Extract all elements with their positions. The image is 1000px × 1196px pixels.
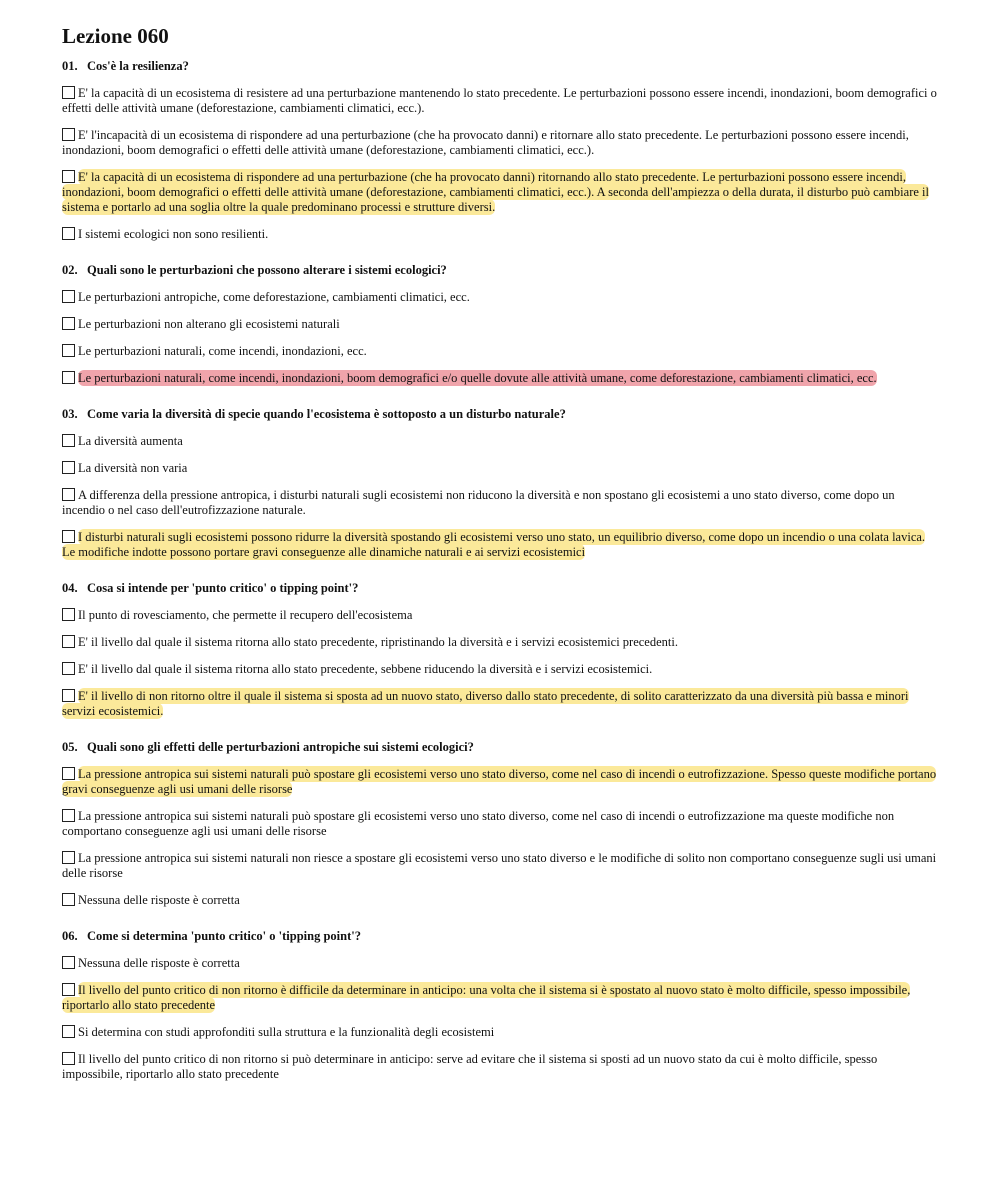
answer-option [62, 488, 938, 518]
answer-text: E' l'incapacità di un ecosistema di rispondere ad una perturbazione (che ha provocato danni) e ritornare allo stato precedente. Le perturbazioni possono essere incendi, inondazioni, boom demografici o effetti delle attività umane (deforestazione, cambiamenti climatici, ecc.). [62, 128, 909, 157]
answer-checkbox[interactable] [62, 488, 75, 501]
answer-text: La pressione antropica sui sistemi naturali può spostare gli ecosistemi verso uno stato diverso, come nel caso di incendi o eutrofizzazione ma queste modifiche non comportano conseguenze agli usi umani delle risorse [62, 809, 895, 838]
answer-checkbox[interactable] [62, 635, 75, 648]
question-title [62, 263, 938, 278]
question-text: Cos'è la resilienza? [87, 59, 189, 73]
answer-option [62, 530, 938, 560]
answer-option [62, 662, 938, 677]
question-number: 05. [62, 740, 78, 754]
answer-text: Nessuna delle risposte è corretta [78, 956, 240, 970]
question-text: Come varia la diversità di specie quando l'ecosistema è sottoposto a un disturbo naturale? [87, 407, 566, 421]
answer-checkbox[interactable] [62, 344, 75, 357]
answer-option [62, 227, 938, 242]
question-title [62, 59, 938, 74]
answer-text: E' il livello dal quale il sistema ritorna allo stato precedente, sebbene riducendo la diversità e i servizi ecosistemici. [78, 662, 653, 676]
question-title [62, 929, 938, 944]
answer-checkbox[interactable] [62, 662, 75, 675]
question-title [62, 581, 938, 596]
page-title: Lezione 060 [62, 24, 169, 48]
answer-option [62, 128, 938, 158]
answer-option [62, 608, 938, 623]
answer-text: Il punto di rovesciamento, che permette il recupero dell'ecosistema [78, 608, 413, 622]
answer-checkbox[interactable] [62, 956, 75, 969]
answer-checkbox[interactable] [62, 170, 75, 183]
answer-text: Le perturbazioni non alterano gli ecosistemi naturali [78, 317, 340, 331]
answer-option [62, 983, 938, 1013]
answer-option [62, 689, 938, 719]
question-number: 03. [62, 407, 78, 421]
answer-option [62, 809, 938, 839]
answer-option [62, 461, 938, 476]
question-text: Quali sono gli effetti delle perturbazioni antropiche sui sistemi ecologici? [87, 740, 474, 754]
answer-text: E' la capacità di un ecosistema di resistere ad una perturbazione mantenendo lo stato precedente. Le perturbazioni possono essere incendi, inondazioni, boom demografici o effetti delle attività umane (deforestazione, cambiamenti climatici, ecc.). [62, 86, 937, 115]
answer-text: Il livello del punto critico di non ritorno si può determinare in anticipo: serve ad evitare che il sistema si sposti ad un nuovo stato da cui è molto difficile, spesso impossibile, riportarlo allo stato precedente [62, 1052, 878, 1081]
answer-option [62, 635, 938, 650]
answer-option [62, 371, 938, 386]
highlighted-answer-text: La pressione antropica sui sistemi naturali può spostare gli ecosistemi verso uno stato diverso, come nel caso di incendi o eutrofizzazione. Spesso queste modifiche portano gravi conseguenze agli usi umani delle risorse [62, 767, 937, 796]
answer-checkbox[interactable] [62, 1052, 75, 1065]
answer-text: Si determina con studi approfonditi sulla struttura e la funzionalità degli ecosistemi [78, 1025, 495, 1039]
highlighted-answer-text: E' il livello di non ritorno oltre il quale il sistema si sposta ad un nuovo stato, diverso dallo stato precedente, di solito caratterizzato da una diversità più bassa e minori servizi ecosistemici. [62, 689, 909, 718]
answer-checkbox[interactable] [62, 434, 75, 447]
answer-option [62, 170, 938, 215]
answer-checkbox[interactable] [62, 983, 75, 996]
answer-text: La diversità aumenta [78, 434, 183, 448]
answer-option [62, 893, 938, 908]
question-list [62, 59, 938, 1082]
question-block [62, 929, 938, 1082]
question-title [62, 740, 938, 755]
question-block [62, 59, 938, 242]
answer-checkbox[interactable] [62, 767, 75, 780]
answer-option [62, 851, 938, 881]
answer-option [62, 86, 938, 116]
answer-checkbox[interactable] [62, 851, 75, 864]
answer-option [62, 767, 938, 797]
answer-option [62, 434, 938, 449]
question-title [62, 407, 938, 422]
question-block [62, 407, 938, 560]
document-page [62, 22, 938, 1103]
answer-text: A differenza della pressione antropica, i disturbi naturali sugli ecosistemi non riducono la diversità e non spostano gli ecosistemi a uno stato diverso, come dopo un incendio o nel caso dell'eutrofizzazione naturale. [62, 488, 895, 517]
question-number: 02. [62, 263, 78, 277]
answer-checkbox[interactable] [62, 530, 75, 543]
answer-checkbox[interactable] [62, 809, 75, 822]
answer-option [62, 956, 938, 971]
answer-checkbox[interactable] [62, 371, 75, 384]
answer-checkbox[interactable] [62, 893, 75, 906]
answer-option [62, 344, 938, 359]
answer-text: I sistemi ecologici non sono resilienti. [78, 227, 269, 241]
highlighted-answer-text: E' la capacità di un ecosistema di rispondere ad una perturbazione (che ha provocato danni) ritornando allo stato precedente. Le perturbazioni possono essere incendi, inondazioni, boom demografici o effetti delle attività umane (deforestazione, cambiamenti climatici, ecc.). A seconda dell'ampiezza o della durata, il disturbo può cambiare il sistema e portarlo ad una soglia oltre la quale predominano processi e strutture diversi. [62, 170, 929, 214]
answer-checkbox[interactable] [62, 128, 75, 141]
answer-checkbox[interactable] [62, 290, 75, 303]
highlighted-answer-text: I disturbi naturali sugli ecosistemi possono ridurre la diversità spostando gli ecosistemi verso uno stato, un equilibrio diverso, come dopo un incendio o una colata lavica. Le modifiche indotte possono portare gravi conseguenze alle dinamiche naturali e ai servizi ecosistemici [62, 530, 926, 559]
question-text: Quali sono le perturbazioni che possono alterare i sistemi ecologici? [87, 263, 447, 277]
answer-checkbox[interactable] [62, 317, 75, 330]
answer-checkbox[interactable] [62, 1025, 75, 1038]
question-number: 01. [62, 59, 78, 73]
answer-text: Le perturbazioni naturali, come incendi, inondazioni, ecc. [78, 344, 367, 358]
answer-checkbox[interactable] [62, 461, 75, 474]
answer-checkbox[interactable] [62, 689, 75, 702]
answer-checkbox[interactable] [62, 86, 75, 99]
question-block [62, 581, 938, 719]
question-block [62, 263, 938, 386]
question-text: Come si determina 'punto critico' o 'tipping point'? [87, 929, 361, 943]
question-number: 06. [62, 929, 78, 943]
answer-option [62, 1052, 938, 1082]
answer-option [62, 317, 938, 332]
answer-text: Le perturbazioni antropiche, come deforestazione, cambiamenti climatici, ecc. [78, 290, 470, 304]
question-block [62, 740, 938, 908]
answer-checkbox[interactable] [62, 227, 75, 240]
answer-text: La diversità non varia [78, 461, 188, 475]
answer-text: E' il livello dal quale il sistema ritorna allo stato precedente, ripristinando la diversità e i servizi ecosistemici precedenti. [78, 635, 678, 649]
highlighted-answer-text: Le perturbazioni naturali, come incendi, inondazioni, boom demografici e/o quelle dovute alle attività umane, come deforestazione, cambiamenti climatici, ecc. [78, 371, 877, 385]
answer-text: La pressione antropica sui sistemi naturali non riesce a spostare gli ecosistemi verso uno stato diverso e le modifiche di solito non comportano conseguenze sugli usi umani delle risorse [62, 851, 937, 880]
answer-text: Nessuna delle risposte è corretta [78, 893, 240, 907]
answer-checkbox[interactable] [62, 608, 75, 621]
answer-option [62, 290, 938, 305]
highlighted-answer-text: Il livello del punto critico di non ritorno è difficile da determinare in anticipo: una volta che il sistema si è spostato al nuovo stato è molto difficile, spesso impossibile, riportarlo allo stato precedente [62, 983, 911, 1012]
question-text: Cosa si intende per 'punto critico' o tipping point'? [87, 581, 359, 595]
answer-option [62, 1025, 938, 1040]
question-number: 04. [62, 581, 78, 595]
